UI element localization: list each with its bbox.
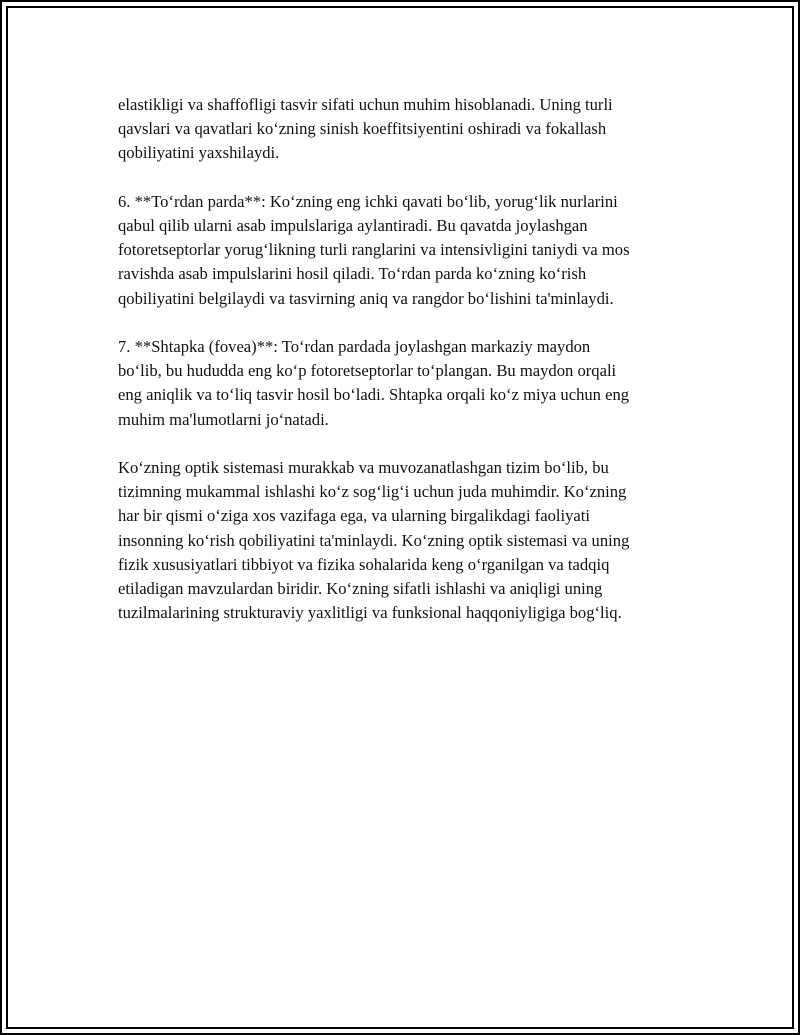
text-line: tizimning mukammal ishlashi ko‘z sog‘lig‘i uchun juda muhimdir. Ko‘zning [118,482,627,502]
text-line: qobiliyatini yaxshilaydi. [118,143,280,163]
paragraph-fovea [118,335,698,432]
text-line: ravishda asab impulslarini hosil qiladi. To‘rdan parda ko‘zning ko‘rish [118,264,587,284]
text-line: fizik xususiyatlari tibbiyot va fizika sohalarida keng o‘rganilgan va tadqiq [118,554,610,574]
text-line: 7. **Shtapka (fovea)**: To‘rdan pardada joylashgan markaziy maydon [118,337,591,356]
paragraph-lens-continuation [118,93,698,166]
text-line: qabul qilib ularni asab impulslariga aylantiradi. Bu qavatda joylashgan [118,216,588,235]
text-line: eng aniqlik va to‘liq tasvir hosil bo‘ladi. Shtapka orqali ko‘z miya uchun eng [118,385,630,405]
text-line: tuzilmalarining strukturaviy yaxlitligi va funksional haqqoniyligiga bog‘liq. [118,603,622,623]
text-line: qobiliyatini belgilaydi va tasvirning aniq va rangdor bo‘lishini ta'minlaydi. [118,288,614,308]
document-body [118,93,698,650]
text-line: elastikligi va shaffofligi tasvir sifati uchun muhim hisoblanadi. Uning turli [118,95,613,114]
text-line: muhim ma'lumotlarni jo‘natadi. [118,409,329,429]
text-line: qavslari va qavatlari ko‘zning sinish koeffitsiyentini oshiradi va fokallash [118,119,607,139]
text-line: 6. **To‘rdan parda**: Ko‘zning eng ichki qavati bo‘lib, yorug‘lik nurlarini [118,191,618,211]
paragraph-retina [118,190,698,311]
text-line: har bir qismi o‘ziga xos vazifaga ega, va ularning birgalikdagi faoliyati [118,506,590,526]
text-line: Ko‘zning optik sistemasi murakkab va muvozanatlashgan tizim bo‘lib, bu [118,458,609,477]
text-line: etiladigan mavzulardan biridir. Ko‘zning sifatli ishlashi va aniqligi uning [118,579,603,599]
text-line: insonning ko‘rish qobiliyatini ta'minlaydi. Ko‘zning optik sistemasi va uning [118,530,630,550]
paragraph-conclusion [118,456,698,625]
text-line: fotoretseptorlar yorug‘likning turli ranglarini va intensivligini taniydi va mos [118,240,630,260]
text-line: bo‘lib, bu hududda eng ko‘p fotoretseptorlar to‘plangan. Bu maydon orqali [118,361,617,381]
